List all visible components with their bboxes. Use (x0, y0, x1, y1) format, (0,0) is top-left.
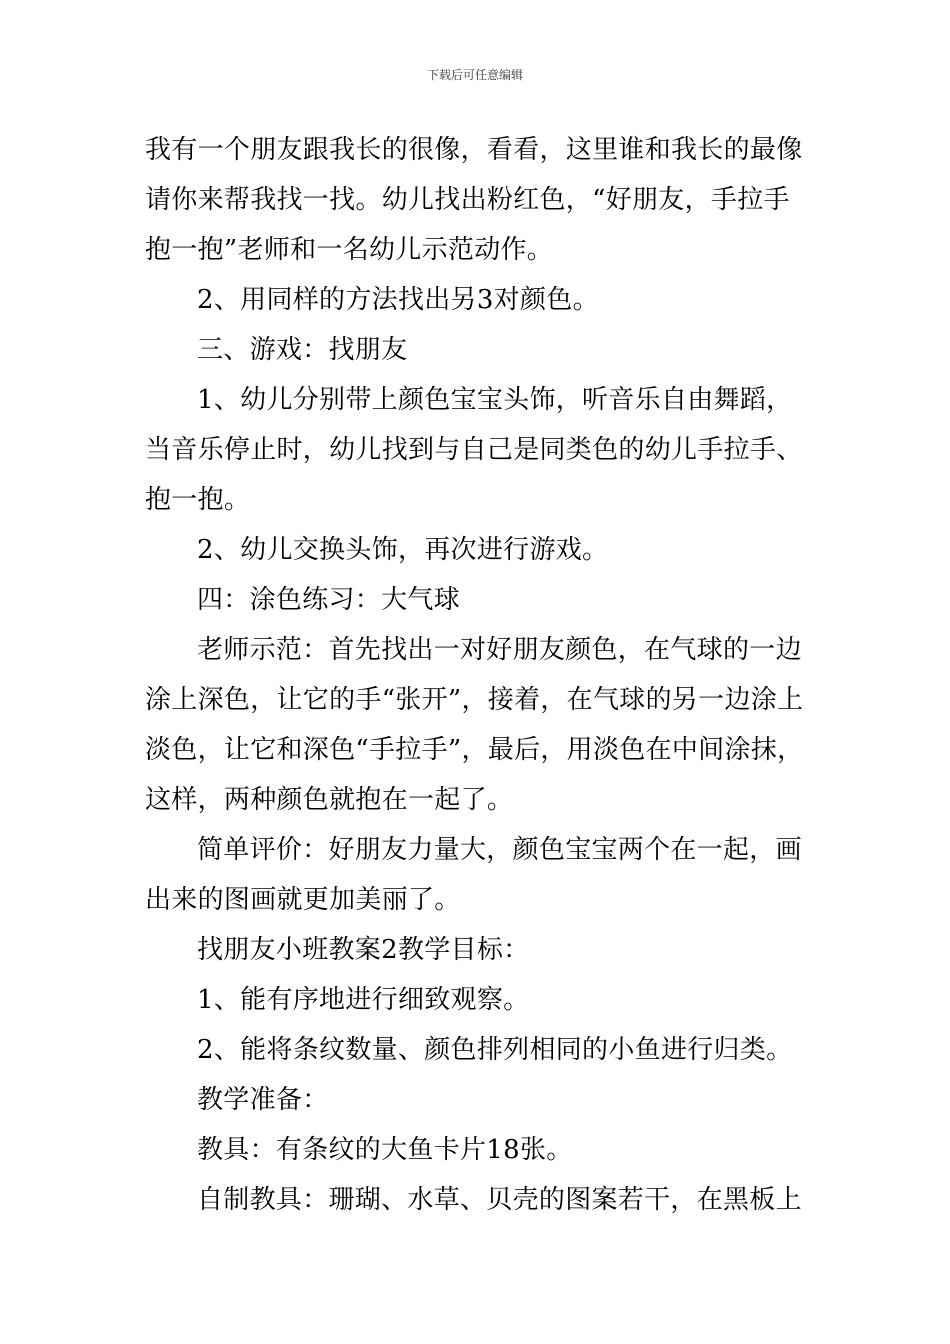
paragraph-10: 教具：有条纹的大鱼卡片18张。 (197, 1135, 573, 1165)
section-heading-preparation: 教学准备： (197, 1085, 329, 1115)
paragraph-1: 我有一个朋友跟我长的很像，看看，这里谁和我长的最像请你来帮我找一找。幼儿找出粉红色，“好朋友，手拉手抱一抱”老师和一名幼儿示范动作。 (145, 135, 803, 265)
paragraph-6: 简单评价：好朋友力量大，颜色宝宝两个在一起，画出来的图画就更加美丽了。 (145, 835, 802, 915)
document-body (145, 125, 807, 1225)
paragraph-9: 2、能将条纹数量、颜色排列相同的小鱼进行归类。 (197, 1035, 793, 1065)
paragraph-11: 自制教具：珊瑚、水草、贝壳的图案若干，在黑板上 (197, 1185, 802, 1215)
paragraph-5: 老师示范：首先找出一对好朋友颜色，在气球的一边涂上深色，让它的手“张开”，接着，在气球的另一边涂上淡色，让它和深色“手拉手”，最后，用淡色在中间涂抹，这样，两种颜色就抱在一起了。 (145, 635, 804, 815)
paragraph-7: 找朋友小班教案2教学目标： (197, 935, 530, 965)
paragraph-2: 2、用同样的方法找出另3对颜色。 (197, 285, 599, 315)
paragraph-3: 1、幼儿分别带上颜色宝宝头饰，听音乐自由舞蹈，当音乐停止时，幼儿找到与自己是同类色的幼儿手拉手、抱一抱。 (145, 385, 803, 515)
section-heading-game: 三、游戏：找朋友 (197, 335, 408, 365)
header-note: 下载后可任意编辑 (426, 68, 523, 82)
paragraph-8: 1、能有序地进行细致观察。 (197, 985, 530, 1015)
paragraph-4: 2、幼儿交换头饰，再次进行游戏。 (197, 535, 609, 565)
section-heading-coloring: 四：涂色练习：大气球 (197, 585, 461, 615)
